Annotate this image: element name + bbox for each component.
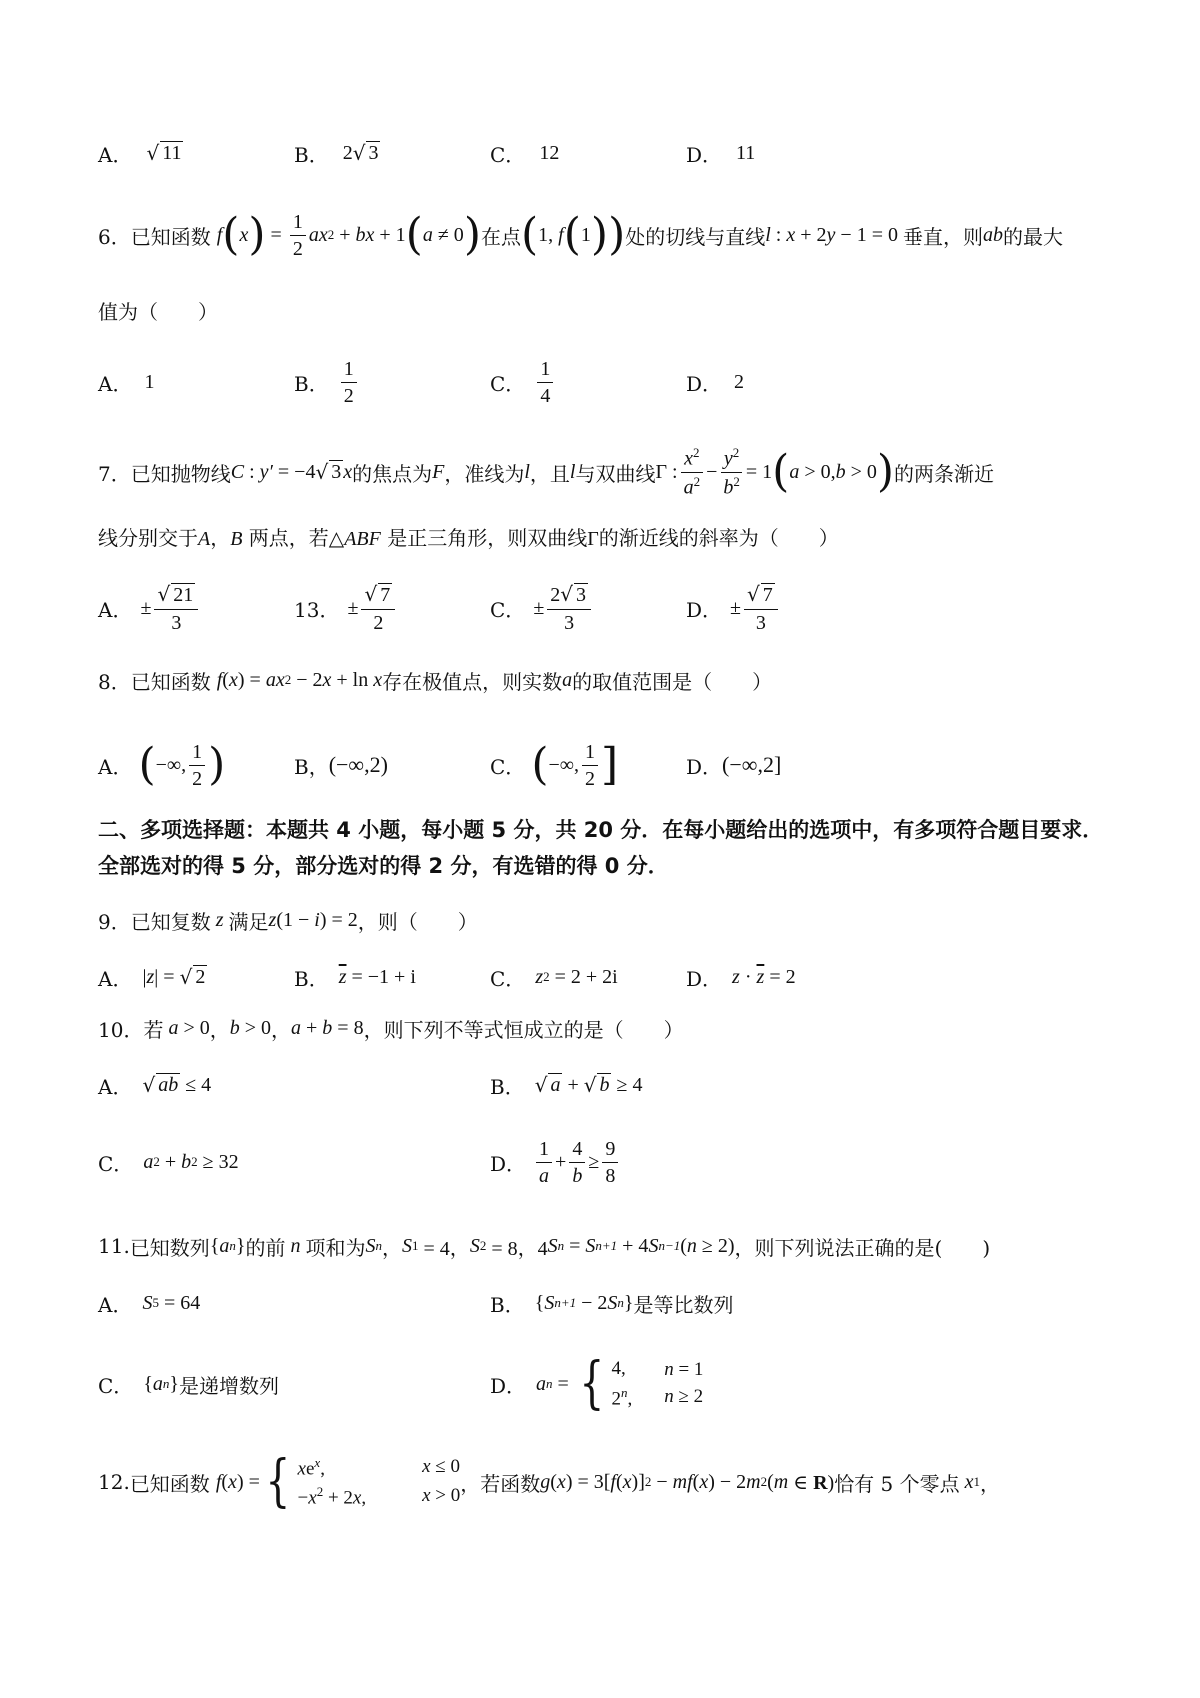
q9-stem: 9． 已知复数 z 满足 z (1 − i ) = 2 ，则（ ） — [98, 902, 478, 938]
stem-text: 在点 — [480, 224, 521, 249]
denominator: 8 — [605, 1164, 616, 1187]
q5-option-b — [294, 123, 380, 183]
option-label: A． — [98, 1292, 133, 1317]
numerator: 9 — [602, 1138, 618, 1163]
stem-text: 已知抛物线 — [130, 461, 231, 486]
fraction — [189, 741, 205, 790]
denominator: 2 — [373, 611, 384, 634]
q5-option-d — [686, 123, 755, 183]
option-label: B， — [294, 754, 329, 779]
option-label: D． — [490, 1151, 527, 1176]
radicand: 3 — [576, 583, 587, 606]
stem-text: ，若函数 — [460, 1471, 541, 1496]
q9-option-d: D． z · $\overline{z}$ = 2 — [686, 950, 796, 1004]
option-label: D． — [686, 371, 723, 396]
stem-text: 项和为 — [305, 1235, 366, 1260]
option-label: C． — [98, 1373, 134, 1398]
q9-option-a: A． | z | = √ 2 — [98, 950, 207, 1004]
stem-text: 若 — [143, 1017, 164, 1042]
stem-text: ，则下列不等式恒成立的是（ ） — [363, 1017, 684, 1042]
stem-text: ，则（ ） — [357, 909, 478, 934]
denominator: 3 — [755, 611, 766, 634]
option-label: B． — [490, 1074, 525, 1099]
option-label: A． — [98, 142, 133, 167]
stem-text: 垂直，则 — [902, 224, 983, 249]
stem-text: 线分别交于 — [98, 526, 198, 550]
stem-text: 的前 — [245, 1235, 286, 1260]
radicand: 7 — [762, 583, 773, 606]
q5-option-a — [98, 123, 183, 183]
q6-option-c — [490, 347, 556, 417]
option-label: C． — [490, 142, 526, 167]
radicand: 3 — [368, 142, 379, 164]
radical-sign: √ — [352, 141, 366, 165]
q7-stem: 7． 已知抛物线 C : y′ = −4 √ 3 x 的焦点为 F ，准线为 l ，且 l 与双曲线 Γ : $\frac{x^2}{a^2}$ − $\frac{y^2}{b^2}$ = 1 ( a > 0, b > 0 ) 的两条渐近 — [98, 444, 995, 499]
stem-text: 的最大 — [1002, 224, 1063, 249]
q8-option-c: C． ( −∞, $\frac{1}{2}$ ] — [490, 739, 619, 790]
q11-option-c: C． { a n } 是递增数列 — [98, 1342, 279, 1426]
fraction — [569, 1138, 585, 1187]
option-label: A． — [98, 597, 133, 622]
option-label: C． — [490, 966, 526, 991]
question-number: 10． — [98, 1017, 144, 1042]
option-label: A． — [98, 371, 133, 396]
q11-stem: 11. 已知数列 { a n } 的前 n 项和为 S n ， S 1 = 4， S 2 = 8，4 S n = S n+1 + 4 S n−1 ( n ≥ 2) ，则下列说法正确的是( ) — [98, 1226, 990, 1266]
question-number: 11. — [98, 1234, 130, 1258]
q10-stem: 10． 若 a > 0 ， b > 0 ， a + b = 8 ，则下列不等式恒成立的是（ ） — [98, 1010, 684, 1046]
option-label: C． — [490, 754, 526, 779]
stem-text: 已知数列 — [129, 1235, 210, 1260]
q9-option-b: B． $\overline{z}$ = −1 + i — [294, 950, 416, 1004]
stem-text: 的取值范围是（ ） — [572, 669, 773, 694]
option-label: C． — [490, 597, 526, 622]
option-label: D． — [490, 1373, 527, 1398]
denominator: 4 — [540, 384, 551, 407]
stem-text: 两点，若 — [248, 526, 329, 550]
section-heading: 二、多项选择题：本题共 4 小题，每小题 5 分，共 20 分．在每小题给出的选项中，有多项符合题目要求．全部选对的得 5 分，部分选对的得 2 分，有选错的得 0 分． — [98, 818, 1104, 878]
stem-text: 的渐近线的斜率为（ ） — [598, 526, 839, 550]
q10-option-c: C． a 2 + b 2 ≥ 32 — [98, 1120, 239, 1204]
denominator: 2 — [585, 767, 596, 790]
piecewise: { $xe^x$, x ≤ 0 $-x^2 + 2x$, x > 0 — [265, 1449, 461, 1514]
fraction: $\frac{√ 7}{2}$ — [361, 583, 395, 634]
stem-text: 处的切线与直线 — [625, 224, 766, 249]
option-value: 2 — [734, 370, 745, 393]
stem-text: 的两条渐近 — [894, 461, 995, 486]
numerator: 1 — [189, 741, 205, 766]
radical-sign: √ — [146, 141, 160, 165]
numerator: 1 — [536, 1138, 552, 1163]
stem-text: 已知函数 — [129, 1471, 210, 1496]
q6-stem: 6． 已知函数 f ( x ) = $\frac{1}{2}$ ax 2 + bx + 1 ( a ≠ 0 ) 在点 ( 1, f ( 1 ) ) 处的切线与直线 l : x + 2 y − 1 = 0 垂直，则 ab 的最大 — [98, 209, 1063, 260]
q8-option-d: D． (−∞,2] — [686, 752, 782, 779]
q9-option-c: C． z 2 = 2 + 2i — [490, 950, 618, 1004]
stem-text: 恰有 5 个零点 — [834, 1471, 960, 1496]
q12-stem: 12. 已知函数 f ( x ) = { $xe^x$, x ≤ 0 $-x^2 + 2x$, x > 0 ，若函数 g ( x ) = 3[ f ( x )] 2 − mf ( x ) − 2 m 2 ( m ∈ R) 恰有 5 个零点 x 1 ， — [98, 1449, 1001, 1514]
stem-text: ， — [271, 1017, 292, 1042]
option-label: D． — [686, 142, 723, 167]
radicand: 11 — [162, 142, 182, 164]
fraction — [582, 741, 598, 790]
fraction: $\frac{√ 21}{3}$ — [154, 583, 198, 634]
stem-text: 满足 — [228, 909, 269, 934]
option-label: A． — [98, 966, 133, 991]
coefficient: 2 — [342, 141, 353, 164]
stem-text: ， — [210, 526, 231, 550]
stem-text: ，则下列说法正确的是( ) — [734, 1235, 991, 1260]
question-number: 9． — [98, 909, 131, 934]
option-value: 1 — [144, 370, 155, 393]
question-number: 8． — [98, 669, 131, 694]
q10-option-b: B． √ a + √ b ≥ 4 — [490, 1060, 642, 1110]
option-label: A． — [98, 1074, 133, 1099]
radicand: 21 — [173, 583, 194, 606]
q6-stem-line2: 值为（ ） — [98, 300, 218, 324]
q7-option-b: 13． ± $\frac{√ 7}{2}$ — [294, 568, 398, 648]
option-label: 13． — [294, 597, 340, 622]
coefficient: 2 — [550, 583, 561, 606]
q6-option-b — [294, 347, 360, 417]
option-label: B． — [294, 142, 329, 167]
q8-option-b: B， (−∞,2) — [294, 752, 388, 779]
stem-text: 是正三角形，则双曲线 — [387, 526, 588, 550]
denominator: b — [572, 1164, 583, 1187]
fraction: $\frac{1}{2}$ — [290, 211, 306, 260]
question-number: 7． — [98, 461, 131, 486]
q11-option-a: A． S 5 = 64 — [98, 1278, 200, 1328]
stem-text: 已知复数 — [130, 909, 211, 934]
option-label: C． — [490, 371, 526, 396]
radicand: 7 — [380, 583, 391, 606]
q11-option-b: B． { S n+1 − 2 S n } 是等比数列 — [490, 1278, 733, 1328]
option-label: A． — [98, 754, 133, 779]
q5-option-c — [490, 123, 559, 183]
question-number: 12. — [98, 1470, 130, 1494]
q6-option-a — [98, 347, 154, 417]
numerator: 4 — [569, 1138, 585, 1163]
option-label: B． — [294, 371, 329, 396]
stem-text: 已知函数 — [130, 669, 211, 694]
option-text: 是递增数列 — [179, 1373, 280, 1398]
denominator: 3 — [564, 611, 575, 634]
option-label: B． — [294, 966, 329, 991]
q7-option-a: A． ± $\frac{√ 21}{3}$ — [98, 568, 201, 648]
option-label: D． — [686, 597, 723, 622]
fraction — [602, 1138, 618, 1187]
piecewise: { 4, n = 1 2$^n$, n ≥ 2 — [579, 1351, 704, 1416]
stem-text: 已知函数 — [130, 224, 211, 249]
numerator: 1 — [341, 358, 357, 383]
q11-option-d: D． a n = { 4, n = 1 2$^n$, n ≥ 2 — [490, 1351, 704, 1416]
numerator: 1 — [537, 358, 553, 383]
denominator: 3 — [171, 611, 182, 634]
fraction: $\frac{2√ 3}{3}$ — [547, 583, 591, 634]
fraction — [537, 358, 553, 407]
option-value: 12 — [539, 141, 560, 164]
q8-option-a: A． ( −∞, $\frac{1}{2}$ ) — [98, 739, 226, 790]
q10-option-d: D． $\frac{1}{a}$ + $\frac{4}{b}$ ≥ $\frac{9}{8}$ — [490, 1120, 621, 1204]
stem-text: ，准线为 — [444, 461, 525, 486]
numerator: 1 — [582, 741, 598, 766]
stem-text: ，且 — [529, 461, 570, 486]
q8-stem: 8． 已知函数 f ( x ) = ax 2 − 2 x + ln x 存在极值点，则实数 a 的取值范围是（ ） — [98, 660, 772, 700]
fraction — [341, 358, 357, 407]
option-text: 是等比数列 — [633, 1292, 734, 1317]
fraction — [536, 1138, 552, 1187]
denominator: 2 — [343, 384, 354, 407]
question-number: 6． — [98, 224, 131, 249]
option-label: C． — [98, 1151, 134, 1176]
stem-text: 存在极值点，则实数 — [382, 669, 563, 694]
option-label: B． — [490, 1292, 525, 1317]
fraction: $\frac{√ 7}{3}$ — [744, 583, 778, 634]
stem-text: 与双曲线 — [575, 461, 656, 486]
q10-option-a: A． √ ab ≤ 4 — [98, 1060, 211, 1110]
denominator: 2 — [192, 767, 203, 790]
option-value: 11 — [736, 141, 756, 164]
q7-stem-line2: 线分别交于A，B 两点，若△ABF 是正三角形，则双曲线Γ的渐近线的斜率为（ ） — [98, 526, 839, 550]
q7-option-d: D． ± $\frac{√ 7}{3}$ — [686, 568, 781, 648]
option-label: D． — [686, 966, 723, 991]
denominator: a — [539, 1164, 550, 1187]
stem-text: ， — [209, 1017, 230, 1042]
q7-option-c: C． ± $\frac{2√ 3}{3}$ — [490, 568, 594, 648]
stem-text: 的焦点为 — [352, 461, 433, 486]
option-label: D． — [686, 754, 723, 779]
q6-option-d — [686, 347, 744, 417]
